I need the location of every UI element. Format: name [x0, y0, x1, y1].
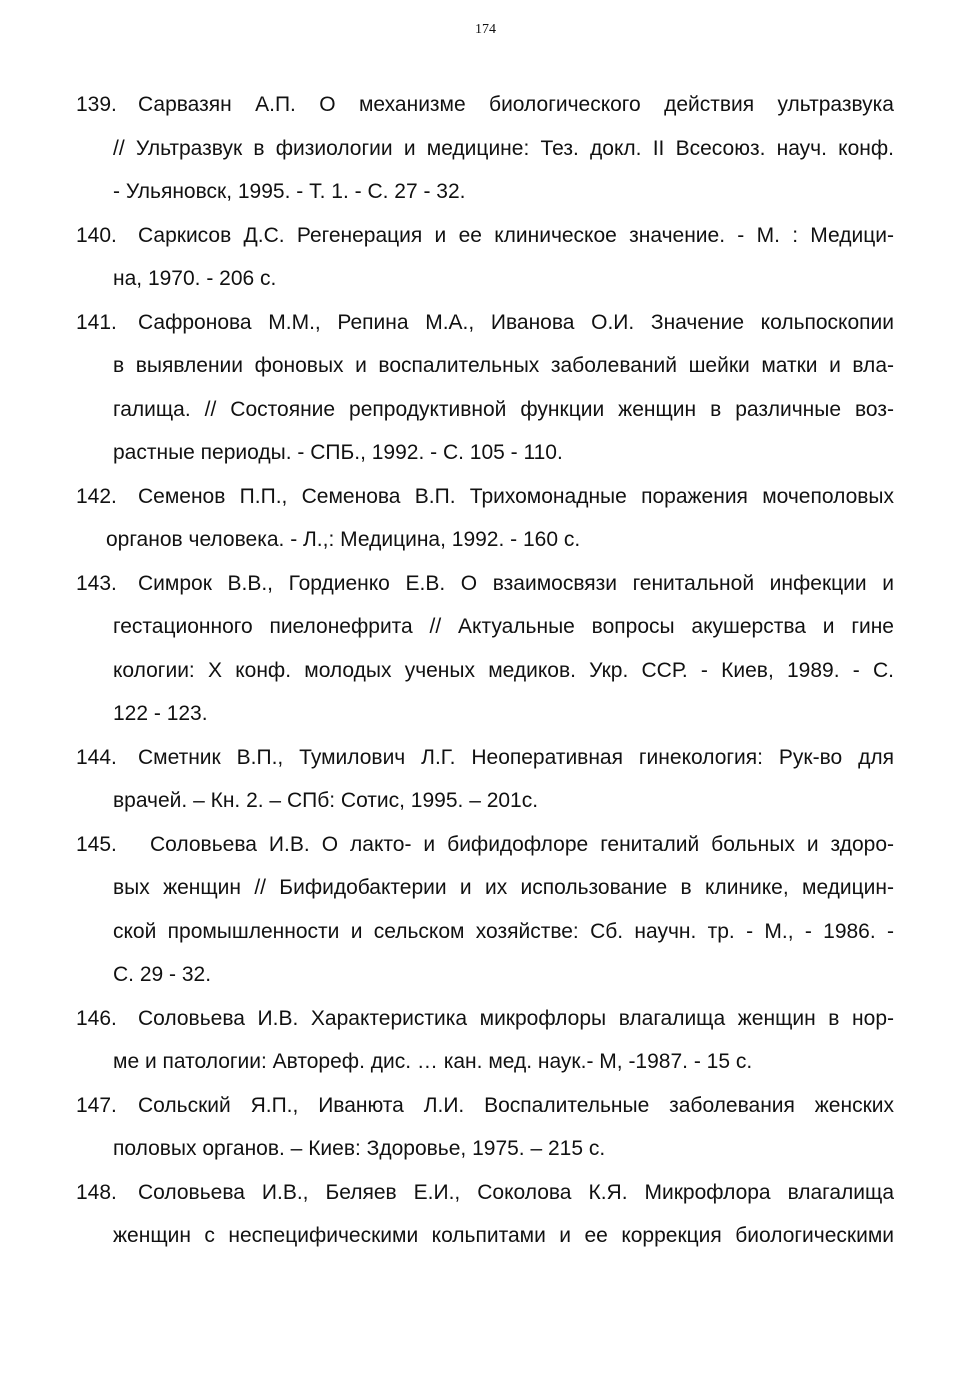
- reference-text: Сольский Я.П., Иванюта Л.И. Воспалительные заболевания женских: [138, 1093, 894, 1117]
- reference-139-line-3: - Ульяновск, 1995. - Т. 1. - С. 27 - 32.: [113, 180, 466, 203]
- reference-140-line-2: на, 1970. - 206 с.: [113, 267, 277, 290]
- reference-142-line-2: органов человека. - Л.,: Медицина, 1992. - 160 с.: [106, 528, 581, 551]
- reference-text: Соловьева И.В. Характеристика микрофлоры влагалища женщин в нор-: [138, 1006, 894, 1030]
- reference-number: 148.: [76, 1180, 117, 1204]
- reference-147-line-2: половых органов. – Киев: Здоровье, 1975. – 215 с.: [113, 1137, 606, 1160]
- reference-text: Семенов П.П., Семенова В.П. Трихомонадные поражения мочеполовых: [138, 484, 894, 508]
- reference-number: 144.: [76, 745, 117, 769]
- reference-139-line-1: [76, 83, 894, 127]
- reference-141-line-2: в выявлении фоновых и воспалительных заболеваний шейки матки и вла-: [113, 354, 894, 377]
- reference-143-line-4: 122 - 123.: [113, 702, 208, 725]
- reference-number: 146.: [76, 1006, 117, 1030]
- reference-141-line-4: растные периоды. - СПБ., 1992. - С. 105 - 110.: [113, 441, 563, 464]
- reference-text: Симрок В.В., Гордиенко Е.В. О взаимосвязи генитальной инфекции и: [138, 571, 894, 595]
- reference-number: 145.: [76, 832, 117, 856]
- reference-140-line-1: [76, 214, 894, 258]
- reference-142-line-1: [76, 475, 894, 519]
- reference-145-line-1: [76, 823, 894, 867]
- reference-148-line-2: женщин с неспецифическими кольпитами и ее коррекция биологическими: [113, 1224, 894, 1247]
- reference-145-line-4: С. 29 - 32.: [113, 963, 212, 986]
- reference-number: 143.: [76, 571, 117, 595]
- reference-147-line-1: [76, 1084, 894, 1128]
- reference-number: 139.: [76, 93, 117, 116]
- reference-139-line-2: // Ультразвук в физиологии и медицине: Тез. докл. II Всесоюз. науч. конф.: [113, 136, 894, 160]
- reference-144-line-2: врачей. – Кн. 2. – СПб: Сотис, 1995. – 201с.: [113, 789, 539, 812]
- reference-number: 142.: [76, 484, 117, 508]
- reference-number: 147.: [76, 1093, 117, 1117]
- page-number: 174: [475, 22, 496, 37]
- reference-text: Соловьева И.В. О лакто- и бифидофлоре гениталий больных и здоро-: [138, 832, 894, 856]
- reference-list: [76, 83, 894, 1258]
- reference-143-line-2: гестационного пиелонефрита // Актуальные вопросы акушерства и гине: [113, 615, 894, 638]
- reference-141-line-3: галища. // Состояние репродуктивной функции женщин в различные воз-: [113, 397, 894, 421]
- reference-146-line-1: [76, 997, 894, 1041]
- reference-number: 141.: [76, 310, 117, 334]
- reference-144-line-1: [76, 736, 894, 780]
- reference-143-line-1: [76, 562, 894, 606]
- reference-145-line-3: ской промышленности и сельском хозяйстве: Сб. научн. тр. - М., - 1986. -: [113, 919, 894, 943]
- reference-146-line-2: ме и патологии: Автореф. дис. … кан. мед. наук.- М, -1987. - 15 с.: [113, 1050, 753, 1073]
- reference-145-line-2: вых женщин // Бифидобактерии и их использование в клинике, медицин-: [113, 876, 894, 899]
- reference-text: Саркисов Д.С. Регенерация и ее клиническое значение. - М. : Медици-: [138, 223, 894, 247]
- reference-text: Соловьева И.В., Беляев Е.И., Соколова К.Я. Микрофлора влагалища: [138, 1180, 894, 1204]
- reference-143-line-3: кологии: X конф. молодых ученых медиков. Укр. ССР. - Киев, 1989. - С.: [113, 658, 894, 682]
- reference-text: Сарвазян А.П. О механизме биологического действия ультразвука: [138, 93, 894, 116]
- reference-text: Сметник В.П., Тумилович Л.Г. Неоперативная гинекология: Рук-во для: [138, 745, 894, 769]
- reference-141-line-1: [76, 301, 894, 345]
- reference-148-line-1: [76, 1171, 894, 1215]
- reference-number: 140.: [76, 223, 117, 247]
- reference-text: Сафронова М.М., Репина М.А., Иванова О.И. Значение кольпоскопии: [138, 310, 894, 334]
